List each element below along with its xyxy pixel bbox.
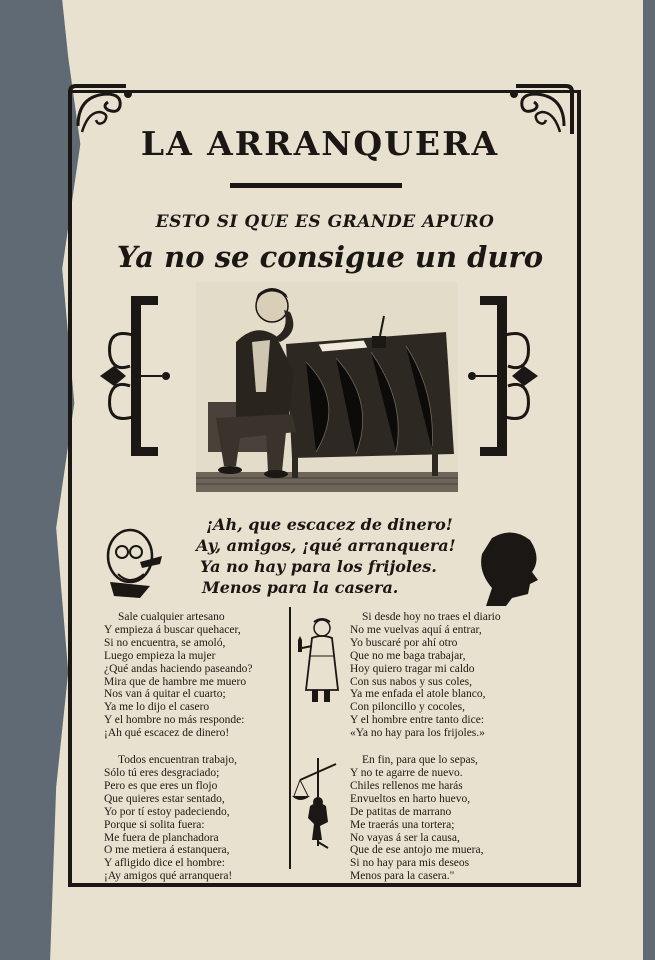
- text-line: De patitas de marrano: [350, 805, 452, 818]
- text-line: Nos van á quitar el cuarto;: [104, 688, 226, 701]
- text-line: Que de ese antojo me muera,: [350, 844, 484, 857]
- bracket-ornament-right-icon: [462, 296, 542, 456]
- title-underline: [230, 183, 402, 188]
- verse-stanza: [180, 514, 480, 598]
- verse-line: Ya no hay para los frijoles.: [200, 557, 437, 576]
- text-line: Que quieres estar sentado,: [104, 792, 225, 805]
- text-line: Y no te agarre de nuevo.: [350, 766, 463, 779]
- figure-scales-icon: [292, 756, 344, 850]
- left-column: [104, 611, 252, 883]
- silhouette-woman-profile-icon: [472, 528, 544, 606]
- subtitle: ESTO SI QUE ES GRANDE APURO: [155, 212, 495, 232]
- text-line: Chiles rellenos me harás: [350, 779, 463, 792]
- verse-line: ¡Ah, que escacez de dinero!: [206, 515, 453, 534]
- engraving-man-at-desk-icon: [196, 282, 458, 492]
- text-line: «Ya no hay para los frijoles.»: [350, 727, 485, 740]
- text-line: Me fuera de planchadora: [104, 831, 219, 844]
- right-column: [350, 611, 501, 883]
- text-line: ¡Ay amigos qué arranquera!: [104, 870, 233, 883]
- verse-line: Menos para la casera.: [202, 578, 399, 597]
- text-line: ¿Qué andas haciendo paseando?: [104, 662, 253, 675]
- text-line: Sale cualquier artesano: [118, 611, 225, 623]
- text-line: ¡Ah qué escacez de dinero!: [104, 727, 230, 740]
- text-line: Que no me baga trabajar,: [350, 649, 466, 662]
- caricature-bald-man-icon: [100, 526, 170, 600]
- text-line: Y empieza á buscar quehacer,: [104, 623, 241, 636]
- text-line: Si desde hoy no traes el diario: [362, 611, 501, 623]
- text-line: Si no encuentra, se amoló,: [104, 636, 226, 649]
- text-line: Yo buscaré por ahí otro: [350, 636, 458, 649]
- text-line: Todos encuentran trabajo,: [118, 754, 237, 767]
- text-line: Con sus nabos y sus coles,: [350, 675, 473, 688]
- text-line: Ya me enfada el atole blanco,: [350, 688, 486, 701]
- text-line: No vayas á ser la causa,: [350, 831, 460, 844]
- text-line: Con piloncillo y cocoles,: [350, 701, 465, 714]
- text-line: Porque si solita fuera:: [104, 818, 205, 831]
- text-line: Mira que de hambre me muero: [104, 675, 247, 688]
- text-line: Ya me lo dijo el casero: [104, 701, 210, 714]
- figure-woman-with-candle-icon: [296, 616, 344, 708]
- text-line: Si no hay para mis deseos: [350, 857, 470, 870]
- text-line: O me metiera á estanquera,: [104, 844, 230, 857]
- page-title: LA ARRANQUERA: [140, 124, 500, 163]
- text-line: Hoy quiero tragar mi caldo: [350, 662, 475, 675]
- text-line: Envueltos en harto huevo,: [350, 792, 471, 805]
- text-line: Pero es que eres un flojo: [104, 779, 218, 792]
- text-line: Y el hombre no más responde:: [104, 714, 245, 727]
- text-line: Y afligido dice el hombre:: [104, 857, 225, 870]
- text-line: Luego empieza la mujer: [104, 649, 216, 662]
- text-line: En fin, para que lo sepas,: [362, 754, 478, 767]
- bracket-ornament-left-icon: [96, 296, 176, 456]
- column-divider: [289, 607, 291, 869]
- text-line: Sólo tú eres desgraciado;: [104, 766, 220, 779]
- text-line: Me traerás una tortera;: [350, 818, 455, 831]
- text-line: Y el hombre entre tanto dice:: [350, 714, 485, 727]
- text-line: Menos para la casera.": [350, 870, 455, 883]
- verse-line: Ay, amigos, ¡qué arranquera!: [196, 536, 456, 555]
- text-line: Yo por tí estoy padeciendo,: [104, 805, 230, 818]
- text-line: No me vuelvas aquí á entrar,: [350, 623, 482, 636]
- headline: Ya no se consigue un duro: [116, 240, 544, 274]
